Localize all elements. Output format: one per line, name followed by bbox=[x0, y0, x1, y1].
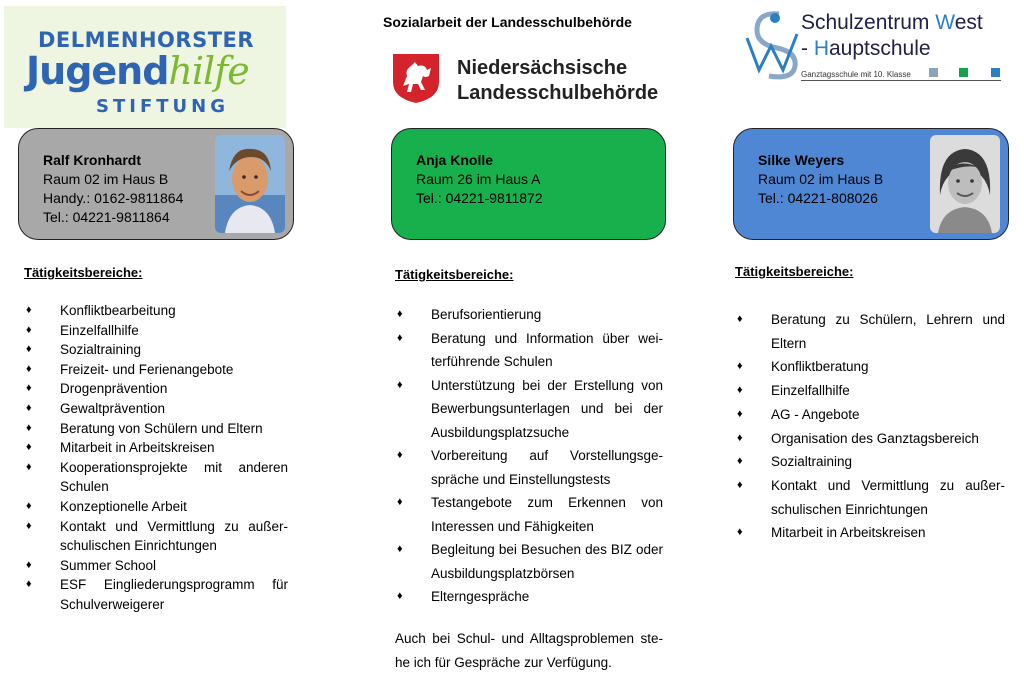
schulzentrum-subtitle: Ganztagsschule mit 10. Klasse bbox=[801, 70, 1001, 81]
logo-text-delmenhorster: DELMENHORSTER bbox=[38, 28, 255, 52]
diamond-bullet-icon: ♦ bbox=[26, 323, 32, 336]
contact-name: Anja Knolle bbox=[416, 152, 494, 168]
contact-name: Ralf Kronhardt bbox=[43, 152, 141, 168]
logo-square-green bbox=[959, 68, 968, 77]
title-initial-h: H bbox=[813, 37, 829, 60]
photo-silke-weyers bbox=[930, 135, 1000, 233]
contact-box-kronhardt bbox=[18, 128, 294, 240]
list-item bbox=[395, 585, 663, 609]
list-item-text: Summer School bbox=[60, 557, 157, 573]
list-item bbox=[24, 575, 288, 614]
list-item-text: Gewaltprävention bbox=[60, 400, 166, 416]
list-item bbox=[735, 450, 1005, 474]
list-item-text: Konzeptionelle Arbeit bbox=[60, 498, 187, 514]
diamond-bullet-icon: ♦ bbox=[397, 331, 403, 344]
logo-square-blue bbox=[991, 68, 1000, 77]
diamond-bullet-icon: ♦ bbox=[26, 343, 32, 356]
contact-phone: Tel.: 04221-9811864 bbox=[43, 209, 170, 225]
list-item-text: Unterstützung bei der Erstellung von Bewerbungsunterlagen und bei der Ausbildungsplatzsuche bbox=[431, 377, 663, 440]
closing-note: Auch bei Schul- und Alltagsproblemen ste-he ich für Gespräche zur Verfügung. bbox=[395, 631, 663, 670]
contact-box-weyers bbox=[733, 128, 1009, 240]
list-item bbox=[395, 491, 663, 538]
diamond-bullet-icon: ♦ bbox=[26, 304, 32, 316]
list-item-text: Konfliktberatung bbox=[771, 359, 869, 375]
list-item bbox=[24, 458, 288, 497]
list-item-text: Kontakt und Vermittlung zu außer-schulischen Einrichtungen bbox=[60, 518, 288, 554]
list-item bbox=[24, 340, 288, 360]
diamond-bullet-icon: ♦ bbox=[26, 401, 32, 414]
list-item-text: Berufsorientierung bbox=[431, 307, 542, 322]
column-landesschulbehoerde bbox=[375, 0, 685, 687]
list-item bbox=[735, 308, 1005, 355]
title-part: auptschule bbox=[829, 37, 931, 60]
list-item-text: Einzelfallhilfe bbox=[60, 322, 139, 338]
contact-room: Raum 26 im Haus A bbox=[416, 171, 541, 187]
contact-info bbox=[43, 151, 183, 227]
landesschulbehoerde-logo-text bbox=[457, 56, 658, 106]
logo-text-hilfe: hilfe bbox=[168, 49, 249, 93]
contact-phone: Tel.: 04221-9811872 bbox=[416, 190, 543, 206]
contact-info bbox=[758, 151, 883, 208]
diamond-bullet-icon: ♦ bbox=[737, 478, 743, 491]
list-item-text: Testangebote zum Erkennen von Interessen und Fähigkeiten bbox=[431, 495, 663, 534]
diamond-bullet-icon: ♦ bbox=[397, 308, 403, 320]
diamond-bullet-icon: ♦ bbox=[26, 382, 32, 395]
list-item bbox=[735, 403, 1005, 427]
list-item-text: Beratung zu Schülern, Lehrern und Eltern bbox=[771, 312, 1005, 351]
diamond-bullet-icon: ♦ bbox=[26, 499, 32, 512]
diamond-bullet-icon: ♦ bbox=[737, 431, 743, 444]
logo-text-line2: Landesschulbehörde bbox=[457, 82, 659, 104]
diamond-bullet-icon: ♦ bbox=[26, 519, 32, 532]
list-item bbox=[24, 438, 288, 458]
column-header: Sozialarbeit der Landesschulbehörde bbox=[383, 14, 632, 30]
contact-mobile: Handy.: 0162-9811864 bbox=[43, 190, 184, 206]
diamond-bullet-icon: ♦ bbox=[26, 558, 32, 571]
list-item-text: Freizeit- und Ferienangebote bbox=[60, 361, 234, 377]
diamond-bullet-icon: ♦ bbox=[26, 460, 32, 473]
list-item-text: Kontakt und Vermittlung zu außer-schulischen Einrichtungen bbox=[771, 477, 1005, 517]
list-item-text: Vorbereitung auf Vorstellungsge-spräche und Einstellungstests bbox=[431, 448, 663, 487]
list-item bbox=[24, 517, 288, 556]
list-item-text: Mitarbeit in Arbeitskreisen bbox=[60, 440, 215, 456]
list-item-text: Einzelfallhilfe bbox=[771, 383, 850, 399]
logo-text-line1: Niedersächsische bbox=[457, 57, 628, 79]
diamond-bullet-icon: ♦ bbox=[737, 526, 743, 539]
task-list-schulzentrum bbox=[735, 308, 1005, 545]
task-list-landesschulbehoerde bbox=[395, 303, 663, 609]
list-item bbox=[735, 521, 1005, 545]
list-item-text: Begleitung bei Besuchen des BIZ oder Ausbildungsplatzbörsen bbox=[431, 542, 663, 581]
diamond-bullet-icon: ♦ bbox=[26, 578, 32, 591]
list-item-text: AG - Angebote bbox=[771, 406, 860, 422]
list-item-text: Sozialtraining bbox=[771, 454, 853, 470]
list-item bbox=[24, 399, 288, 419]
contact-room: Raum 02 im Haus B bbox=[758, 171, 884, 187]
list-item-text: Elterngespräche bbox=[431, 589, 530, 604]
diamond-bullet-icon: ♦ bbox=[397, 590, 403, 602]
list-item-text: Kooperationsprojekte mit anderen Schulen bbox=[60, 459, 288, 495]
title-part: est bbox=[954, 11, 983, 34]
photo-ralf-kronhardt bbox=[215, 135, 285, 233]
list-item bbox=[395, 444, 663, 491]
task-list-jugendhilfe bbox=[24, 301, 288, 615]
diamond-bullet-icon: ♦ bbox=[737, 360, 743, 373]
diamond-bullet-icon: ♦ bbox=[397, 378, 403, 391]
list-item bbox=[24, 379, 288, 399]
diamond-bullet-icon: ♦ bbox=[737, 407, 743, 420]
diamond-bullet-icon: ♦ bbox=[737, 455, 743, 468]
diamond-bullet-icon: ♦ bbox=[26, 421, 32, 434]
list-item-text: Sozialtraining bbox=[60, 342, 142, 358]
list-item-text: Organisation des Ganztagsbereich bbox=[771, 430, 979, 446]
title-part: - bbox=[801, 37, 814, 60]
list-item bbox=[24, 360, 288, 380]
list-item bbox=[24, 419, 288, 439]
logo-text-stiftung: STIFTUNG bbox=[96, 96, 229, 117]
section-title: Tätigkeitsbereiche: bbox=[24, 265, 143, 280]
column-jugendhilfe bbox=[0, 0, 330, 687]
logo-text-jugend: Jugend bbox=[26, 49, 169, 93]
list-item bbox=[395, 303, 663, 327]
contact-box-knolle bbox=[391, 128, 666, 240]
contact-phone: Tel.: 04221-808026 bbox=[758, 190, 878, 206]
list-item bbox=[395, 374, 663, 445]
diamond-bullet-icon: ♦ bbox=[26, 362, 32, 375]
list-item bbox=[24, 497, 288, 517]
list-item-text: Beratung von Schülern und Eltern bbox=[60, 420, 263, 436]
logo-text-jugendhilfe bbox=[26, 49, 249, 93]
list-item-text: Mitarbeit in Arbeitskreisen bbox=[771, 525, 926, 541]
list-item bbox=[395, 538, 663, 585]
jugendhilfe-stiftung-logo bbox=[4, 6, 286, 128]
section-title: Tätigkeitsbereiche: bbox=[735, 264, 854, 279]
list-item bbox=[24, 301, 288, 321]
contact-info bbox=[416, 151, 543, 208]
section-title: Tätigkeitsbereiche: bbox=[395, 267, 514, 282]
niedersachsen-horse-icon bbox=[391, 52, 441, 104]
title-part: Schulzentrum bbox=[801, 11, 936, 34]
list-item bbox=[735, 355, 1005, 379]
diamond-bullet-icon: ♦ bbox=[397, 496, 403, 508]
title-initial-w: W bbox=[935, 11, 955, 34]
list-item bbox=[735, 427, 1005, 451]
contact-name: Silke Weyers bbox=[758, 152, 845, 168]
diamond-bullet-icon: ♦ bbox=[26, 441, 32, 454]
diamond-bullet-icon: ♦ bbox=[737, 384, 743, 397]
diamond-bullet-icon: ♦ bbox=[737, 313, 743, 325]
diamond-bullet-icon: ♦ bbox=[397, 449, 403, 461]
list-item bbox=[735, 474, 1005, 521]
list-item-text: ESF Eingliederungsprogramm für Schulverweigerer bbox=[60, 577, 288, 612]
list-item bbox=[735, 379, 1005, 403]
schulzentrum-west-title bbox=[801, 10, 983, 62]
list-item bbox=[24, 556, 288, 576]
list-item-text: Beratung und Information über wei-terführende Schulen bbox=[431, 330, 663, 369]
column-schulzentrum-west bbox=[715, 0, 1024, 687]
diamond-bullet-icon: ♦ bbox=[397, 543, 403, 555]
list-item-text: Drogenprävention bbox=[60, 381, 168, 397]
list-item bbox=[24, 321, 288, 341]
list-item-text: Konfliktbearbeitung bbox=[60, 303, 176, 318]
list-item bbox=[395, 327, 663, 374]
logo-square-gray bbox=[929, 68, 938, 77]
contact-room: Raum 02 im Haus B bbox=[43, 171, 169, 187]
